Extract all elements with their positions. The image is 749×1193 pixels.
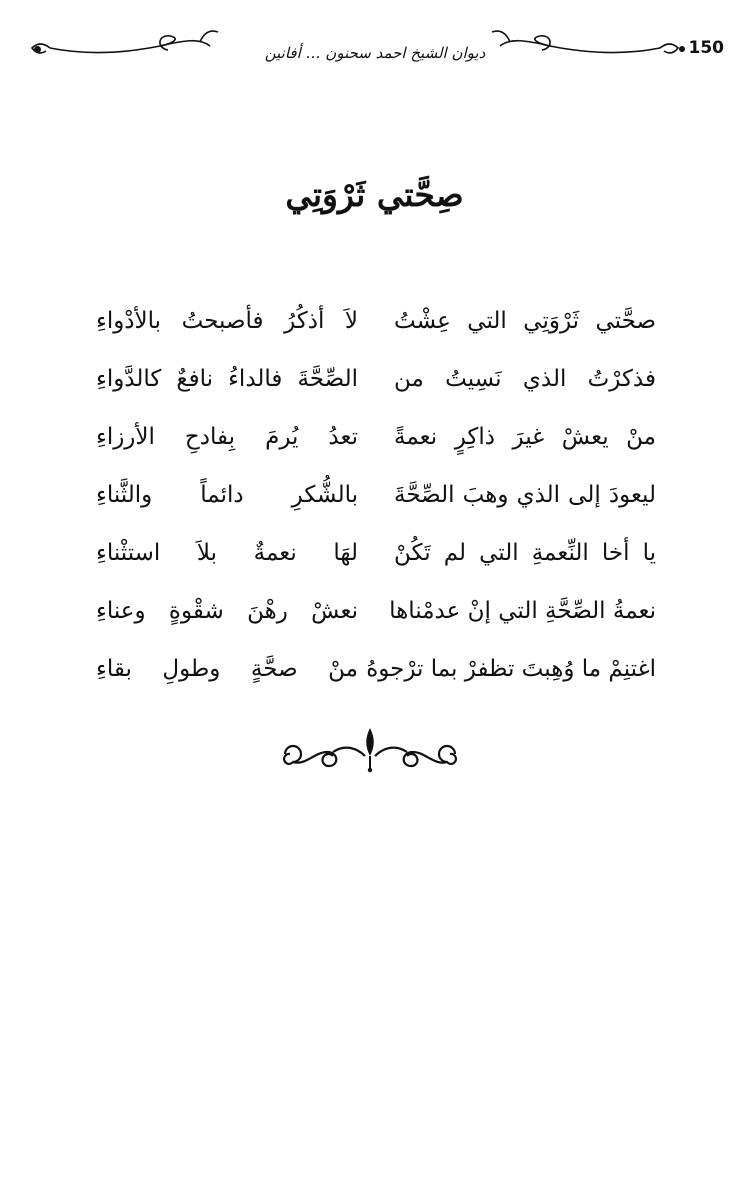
- verse-first-hemistich: اغتنِمْ ما وُهِبتَ تظفرْ بما ترْجوهُ: [366, 656, 656, 682]
- running-title: ديوان الشيخ احمد سحنون … أفانين: [264, 44, 486, 62]
- verse: [96, 408, 656, 466]
- verse: [96, 640, 656, 698]
- verse-second-hemistich: نعشْ رهْنَ شقْوةٍ وعناءِ: [96, 598, 358, 624]
- verse-second-hemistich: بالشُّكرِ دائماً والثَّناءِ: [96, 482, 358, 508]
- closing-flourish-ornament: [265, 722, 475, 782]
- verse-first-hemistich: صحَّتي ثَرْوَتِي التي عِشْتُ: [394, 308, 656, 334]
- verse-second-hemistich: تعدُ يُرمَ بِفادحِ الأرزاءِ: [96, 424, 358, 450]
- verse-first-hemistich: نعمةُ الصِّحَّةِ التي إنْ عدمْناها: [389, 598, 656, 624]
- running-header: [20, 18, 732, 78]
- verse: [96, 524, 656, 582]
- verse: [96, 466, 656, 524]
- verse-second-hemistich: لهَا نعمةٌ بلاَ استثْناءِ: [96, 540, 358, 566]
- verse: [96, 292, 656, 350]
- verse: [96, 350, 656, 408]
- poem-verses: [96, 292, 656, 698]
- verse-first-hemistich: منْ يعشْ غيرَ ذاكِرٍ نعمةً: [394, 424, 656, 450]
- verse-second-hemistich: الصِّحَّةَ فالداءُ نافعٌ كالدَّواءِ: [96, 366, 358, 392]
- verse-second-hemistich: لاَ أذكُرُ فأصبحتُ بالأدْواءِ: [96, 308, 358, 334]
- verse-first-hemistich: يا أخا النِّعمةِ التي لم تَكُنْ: [394, 540, 656, 566]
- page-number: 150: [688, 38, 724, 58]
- poem-title: صِحَّتي ثَرْوَتِي: [285, 175, 464, 214]
- verse-first-hemistich: فذكرْتُ الذي نَسِيتُ من: [394, 366, 656, 392]
- header-dot: [34, 46, 41, 53]
- verse-first-hemistich: ليعودَ إلى الذي وهبَ الصِّحَّةَ: [394, 482, 656, 508]
- verse: [96, 582, 656, 640]
- verse-second-hemistich: منْ صحَّةٍ وطولِ بقاءِ: [96, 656, 358, 682]
